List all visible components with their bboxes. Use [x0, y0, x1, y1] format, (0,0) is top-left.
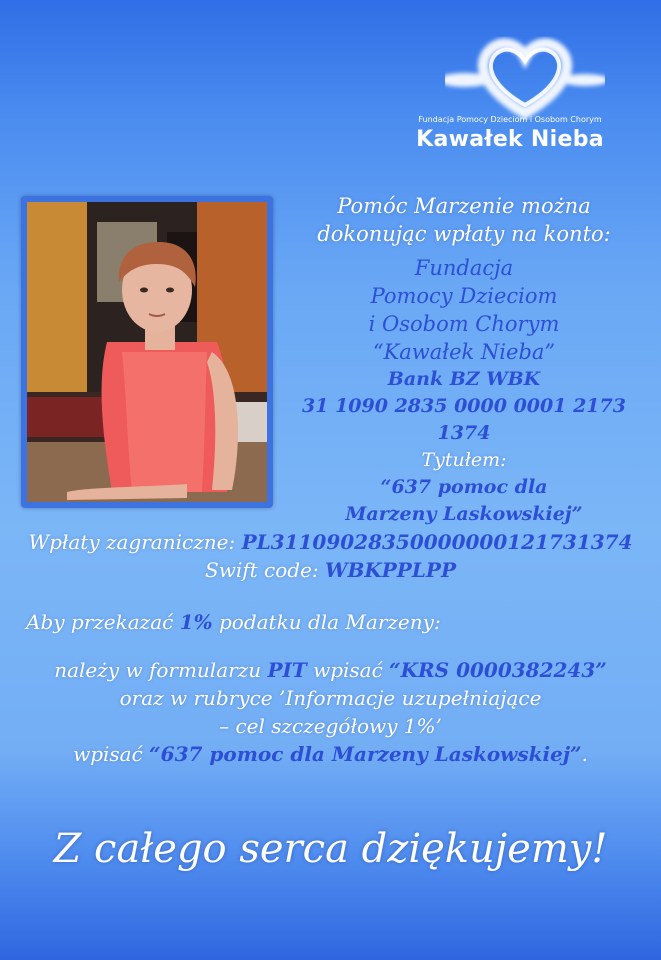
tax-prefix: Aby przekazać	[26, 610, 174, 634]
foundation-logo	[405, 35, 615, 165]
donation-info-block	[278, 192, 650, 528]
logo-name: Kawałek Nieba	[416, 127, 604, 152]
swift-line	[0, 558, 661, 582]
logo-subtitle: Fundacja Pomocy Dzieciom i Osobom Chorym	[418, 115, 602, 124]
foundation-line-2: Pomocy Dzieciom	[370, 284, 558, 308]
title-line-2: Marzeny Laskowskiej”	[345, 503, 583, 525]
cloud-heart-icon	[445, 35, 605, 120]
foreign-payments-line	[0, 530, 661, 554]
foundation-line-4: “Kawałek Nieba”	[372, 340, 556, 364]
swift-code: WBKPPLPP	[325, 558, 456, 582]
tax-l4-a: wpisać	[73, 742, 143, 766]
account-number: 31 1090 2835 0000 0001 2173 1374	[302, 395, 626, 444]
tax-l1-pit: PIT	[267, 658, 307, 682]
swift-label: Swift code:	[205, 558, 319, 582]
thanks-message: Z całego serca dziękujemy!	[53, 826, 608, 872]
title-line-1: “637 pomoc dla	[380, 476, 548, 498]
tax-heading	[26, 610, 646, 634]
tax-suffix: podatku dla Marzeny:	[218, 610, 441, 634]
tax-line-1	[0, 658, 661, 682]
portrait-photo	[21, 196, 273, 508]
portrait-illustration	[27, 202, 267, 502]
foundation-line-3: i Osobom Chorym	[368, 312, 560, 336]
title-label: Tytułem:	[421, 449, 507, 471]
tax-l4-b: “637 pomoc dla Marzeny Laskowskiej”	[149, 742, 582, 766]
foundation-line-1: Fundacja	[414, 256, 514, 280]
tax-l4-c: .	[581, 742, 588, 766]
tax-l1-krs: “KRS 0000382243”	[389, 658, 607, 682]
tax-l1-a: należy w formularzu	[54, 658, 262, 682]
intro-line-2: dokonując wpłaty na konto:	[317, 222, 611, 246]
tax-line-3: – cel szczegółowy 1%’	[219, 714, 442, 738]
intro-line-1: Pomóc Marzenie można	[337, 194, 591, 218]
tax-l1-b: wpisać	[313, 658, 383, 682]
tax-line-4	[0, 742, 661, 766]
foreign-label: Wpłaty zagraniczne:	[28, 530, 236, 554]
tax-percent: 1%	[179, 610, 213, 634]
foreign-iban: PL31109028350000000121731374	[241, 530, 633, 554]
bank-name: Bank BZ WBK	[387, 368, 541, 390]
tax-line-2: oraz w rubryce ’Informacje uzupełniające	[119, 686, 542, 710]
